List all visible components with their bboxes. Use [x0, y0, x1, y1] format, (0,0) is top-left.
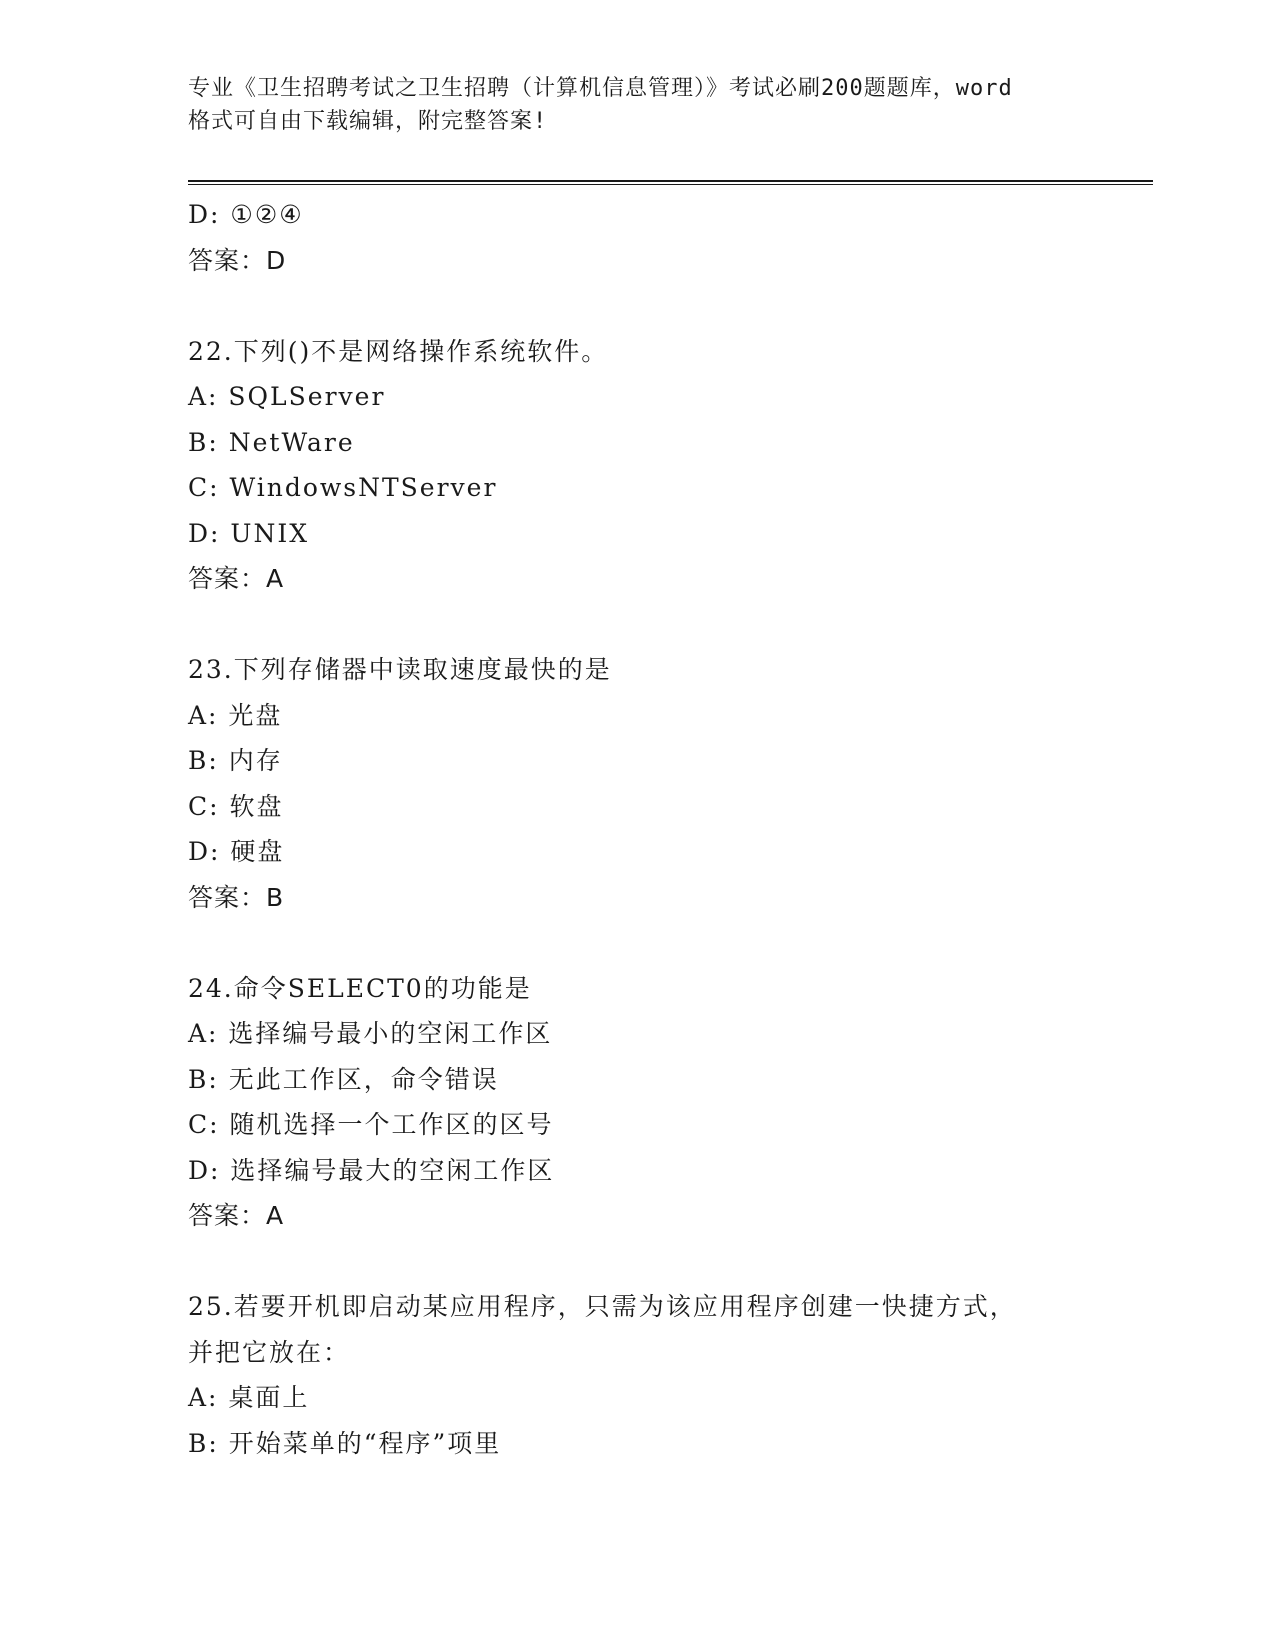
- question-block: [188, 1284, 1108, 1466]
- question-block: [188, 966, 1108, 1239]
- option-c: C: WindowsNTServer: [188, 473, 498, 502]
- question-block: [188, 647, 1108, 920]
- option-a: A: 桌面上: [188, 1383, 310, 1412]
- option-d: D: 选择编号最大的空闲工作区: [188, 1155, 555, 1185]
- header-line-1: 专业《卫生招聘考试之卫生招聘（计算机信息管理）》考试必刷200题题库，word: [188, 76, 1013, 101]
- option-b: B: 开始菜单的“程序”项里: [188, 1428, 502, 1458]
- option-a: A: 选择编号最小的空闲工作区: [188, 1019, 553, 1048]
- answer-line: 答案：B: [188, 882, 285, 912]
- spacer: [188, 920, 1108, 966]
- question-stem: 22.下列()不是网络操作系统软件。: [188, 336, 609, 366]
- spacer: [188, 1239, 1108, 1285]
- option-a: A: SQLServer: [188, 382, 386, 411]
- option-b: B: 内存: [188, 746, 283, 775]
- option-d: D: 硬盘: [188, 837, 285, 866]
- answer-line: 答案：A: [188, 1201, 285, 1230]
- option-c: C: 软盘: [188, 791, 284, 821]
- option-a: A: 光盘: [188, 700, 283, 730]
- question-stem-line-2: 并把它放在：: [188, 1337, 351, 1367]
- header-divider-thin: [188, 184, 1153, 185]
- question-block: [188, 329, 1108, 602]
- header-line-2: 格式可自由下载编辑，附完整答案!: [188, 109, 548, 134]
- answer-line: 答案：A: [188, 564, 285, 593]
- question-stem: 23.下列存储器中读取速度最快的是: [188, 655, 612, 684]
- option-c: C: 随机选择一个工作区的区号: [188, 1110, 554, 1139]
- spacer: [188, 283, 1108, 329]
- spacer: [188, 602, 1108, 648]
- option-d: D: ①②④: [188, 200, 304, 229]
- answer-line: 答案：D: [188, 245, 287, 275]
- question-stem: 24.命令SELECT0的功能是: [188, 973, 532, 1003]
- option-b: B: 无此工作区，命令错误: [188, 1064, 499, 1094]
- document-header: [188, 72, 1088, 138]
- option-b: B: NetWare: [188, 427, 355, 457]
- question-list: [188, 192, 1108, 1466]
- header-divider-thick: [188, 180, 1153, 182]
- question-stem-line-1: 25.若要开机即启动某应用程序，只需为该应用程序创建一快捷方式，: [188, 1292, 1017, 1321]
- option-d: D: UNIX: [188, 518, 310, 548]
